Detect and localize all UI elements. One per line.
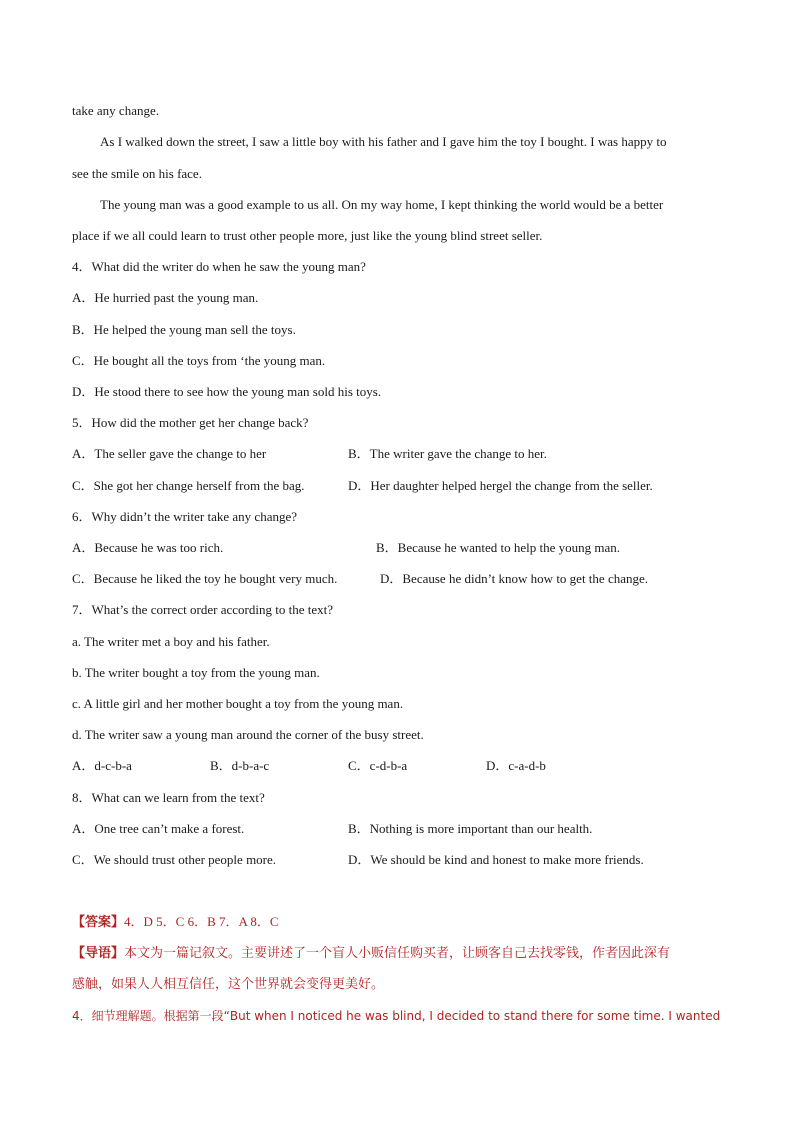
option: C．We should trust other people more. [72,852,277,867]
option: B．The writer gave the change to her. [348,446,547,461]
option: A．d-c-b-a [72,758,132,773]
option: A．Because he was too rich. [72,540,224,555]
passage-text: As I walked down the street, I saw a little boy with his father and I gave him the toy I bought. I was happy to [100,134,667,149]
option: C．He bought all the toys from ‘the young man. [72,353,326,368]
order-item: d. The writer saw a young man around the corner of the busy street. [72,727,424,742]
guide-text: 本文为一篇记叙文。主要讲述了一个盲人小贩信任购买者，让顾客自己去找零钱，作者因此深有 [124,946,671,961]
option: B．Nothing is more important than our health. [348,821,593,836]
option: A．The seller gave the change to her [72,446,267,461]
order-item: b. The writer bought a toy from the young man. [72,665,320,680]
option: B．d-b-a-c [210,758,270,773]
answer-label: 【答案】 [72,915,125,930]
guide-label: 【导语】 [72,946,125,961]
option: C．c-d-b-a [348,758,408,773]
option: A．He hurried past the young man. [72,290,259,305]
passage-text: take any change. [72,103,159,118]
passage-text: see the smile on his face. [72,166,202,181]
option: D．He stood there to see how the young man sold his toys. [72,384,382,399]
option: A．One tree can’t make a forest. [72,821,245,836]
option: D．Her daughter helped hergel the change from the seller. [348,478,653,493]
answer-values: 4．D 5．C 6．B 7．A 8．C [124,914,279,929]
explanation-text: 4．细节理解题。根据第一段“But when I noticed he was blind, I decided to stand there for some time. I wanted [72,1009,721,1023]
option: D．c-a-d-b [486,758,546,773]
question-stem: 4．What did the writer do when he saw the young man? [72,259,366,274]
guide-text: 感触，如果人人相互信任，这个世界就会变得更美好。 [72,977,385,992]
option: C．Because he liked the toy he bought very much. [72,571,338,586]
question-stem: 8．What can we learn from the text? [72,790,265,805]
order-item: a. The writer met a boy and his father. [72,634,270,649]
question-stem: 7．What’s the correct order according to the text? [72,602,333,617]
question-stem: 6．Why didn’t the writer take any change? [72,509,298,524]
answer-line [72,914,279,931]
passage-text: The young man was a good example to us all. On my way home, I kept thinking the world would be a better [100,197,664,212]
guide-line [72,946,670,962]
question-stem: 5．How did the mother get her change back? [72,415,309,430]
option: B．Because he wanted to help the young man. [376,540,621,555]
option: C．She got her change herself from the bag. [72,478,305,493]
order-item: c. A little girl and her mother bought a toy from the young man. [72,696,404,711]
option: B．He helped the young man sell the toys. [72,322,296,337]
passage-text: place if we all could learn to trust other people more, just like the young blind street seller. [72,228,543,243]
option: D．We should be kind and honest to make more friends. [348,852,644,867]
option: D．Because he didn’t know how to get the change. [380,571,648,586]
